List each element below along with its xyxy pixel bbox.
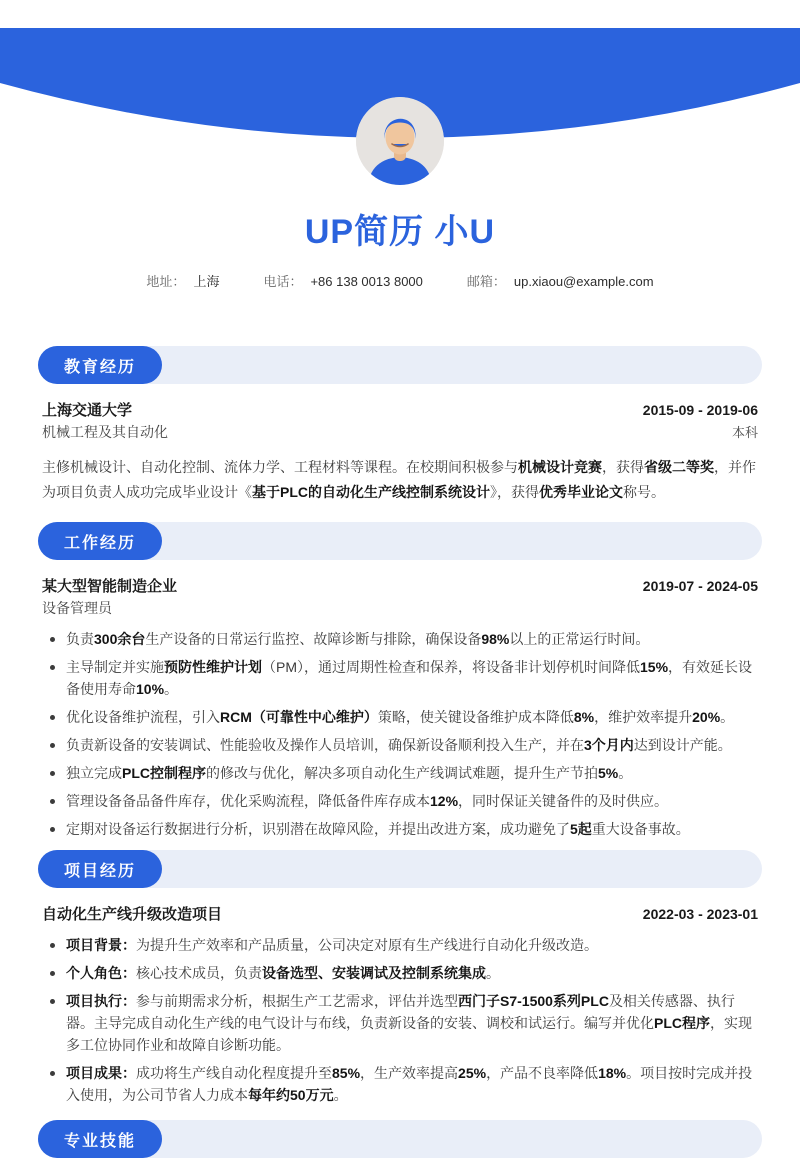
work-entry-subheader <box>42 598 758 618</box>
contact-address <box>146 273 219 291</box>
education-section-pill: 教育经历 <box>38 346 162 384</box>
address-label: 地址： <box>146 274 186 289</box>
resume-content <box>38 346 762 1158</box>
skills-section-bar <box>38 1120 762 1158</box>
project-entry-header <box>42 903 758 926</box>
project-bullet-list <box>48 934 758 1106</box>
school-name: 上海交通大学 <box>42 402 133 419</box>
major-name: 机械工程及其自动化 <box>42 424 168 440</box>
email-label: 邮箱： <box>466 274 506 289</box>
work-bullet: 定期对设备运行数据进行分析，识别潜在故障风险，并提出改进方案，成功避免了5起重大设备事故。 <box>48 818 758 840</box>
work-bullet: 独立完成PLC控制程序的修改与优化，解决多项自动化生产线调试难题，提升生产节拍5%。 <box>48 762 758 784</box>
page-title: UP简历 小U <box>304 213 496 251</box>
work-bullet: 负责300余台生产设备的日常运行监控、故障诊断与排除，确保设备98%以上的正常运行时间。 <box>48 628 758 650</box>
education-description: 主修机械设计、自动化控制、流体力学、工程材料等课程。在校期间积极参与机械设计竞赛，获得省级二等奖，并作为项目负责人成功完成毕业设计《基于PLC的自动化生产线控制系统设计》，获得优秀毕业论文称号。 <box>42 459 756 500</box>
work-section-pill: 工作经历 <box>38 522 162 560</box>
skills-section-pill: 专业技能 <box>38 1120 162 1158</box>
avatar-portrait-illustration <box>356 97 444 185</box>
job-title: 设备管理员 <box>42 600 112 616</box>
section-project <box>38 850 762 1106</box>
project-bullet: 项目背景：为提升生产效率和产品质量，公司决定对原有生产线进行自动化升级改造。 <box>48 934 758 956</box>
section-education <box>38 346 762 505</box>
phone-value: +86 138 0013 8000 <box>310 274 423 289</box>
section-skills <box>38 1120 762 1158</box>
education-entry-subheader <box>42 422 758 443</box>
contact-phone <box>263 273 422 291</box>
education-entry-header <box>42 399 758 422</box>
phone-label: 电话： <box>263 274 303 289</box>
address-value: 上海 <box>193 274 220 289</box>
work-bullet: 负责新设备的安装调试、性能验收及操作人员培训，确保新设备顺利投入生产，并在3个月内达到设计产能。 <box>48 734 758 756</box>
work-dates: 2019-07 - 2024-05 <box>642 578 758 594</box>
education-section-bar <box>38 346 762 384</box>
work-bullet: 管理设备备品备件库存，优化采购流程，降低备件库存成本12%，同时保证关键备件的及时供应。 <box>48 790 758 812</box>
education-dates: 2015-09 - 2019-06 <box>642 402 758 418</box>
project-bullet: 项目成果：成功将生产线自动化程度提升至85%，生产效率提高25%，产品不良率降低18%。项目按时完成并投入使用，为公司节省人力成本每年约50万元。 <box>48 1062 758 1106</box>
email-value: up.xiaou@example.com <box>513 274 654 289</box>
company-name: 某大型智能制造企业 <box>42 578 178 595</box>
work-bullet-list <box>48 628 758 840</box>
contact-email <box>467 273 654 291</box>
hero-banner <box>0 0 800 195</box>
degree-level: 本科 <box>731 425 758 440</box>
project-bullet: 个人角色：核心技术成员，负责设备选型、安装调试及控制系统集成。 <box>48 962 758 984</box>
project-section-pill: 项目经历 <box>38 850 162 888</box>
project-section-bar <box>38 850 762 888</box>
contact-row <box>0 273 800 291</box>
work-bullet: 优化设备维护流程，引入RCM（可靠性中心维护）策略，使关键设备维护成本降低8%，维护效率提升20%。 <box>48 706 758 728</box>
work-entry-header <box>42 575 758 598</box>
section-work <box>38 522 762 840</box>
work-section-bar <box>38 522 762 560</box>
project-bullet: 项目执行：参与前期需求分析，根据生产工艺需求，评估并选型西门子S7-1500系列PLC及相关传感器、执行器。主导完成自动化生产线的电气设计与布线，负责新设备的安装、调校和试运行。编写并优化PLC程序，实现多工位协同作业和故障自诊断功能。 <box>48 990 758 1056</box>
avatar <box>356 97 444 185</box>
project-name: 自动化生产线升级改造项目 <box>42 906 223 923</box>
project-dates: 2022-03 - 2023-01 <box>642 906 758 922</box>
work-bullet: 主导制定并实施预防性维护计划（PM），通过周期性检查和保养，将设备非计划停机时间降低15%，有效延长设备使用寿命10%。 <box>48 656 758 700</box>
